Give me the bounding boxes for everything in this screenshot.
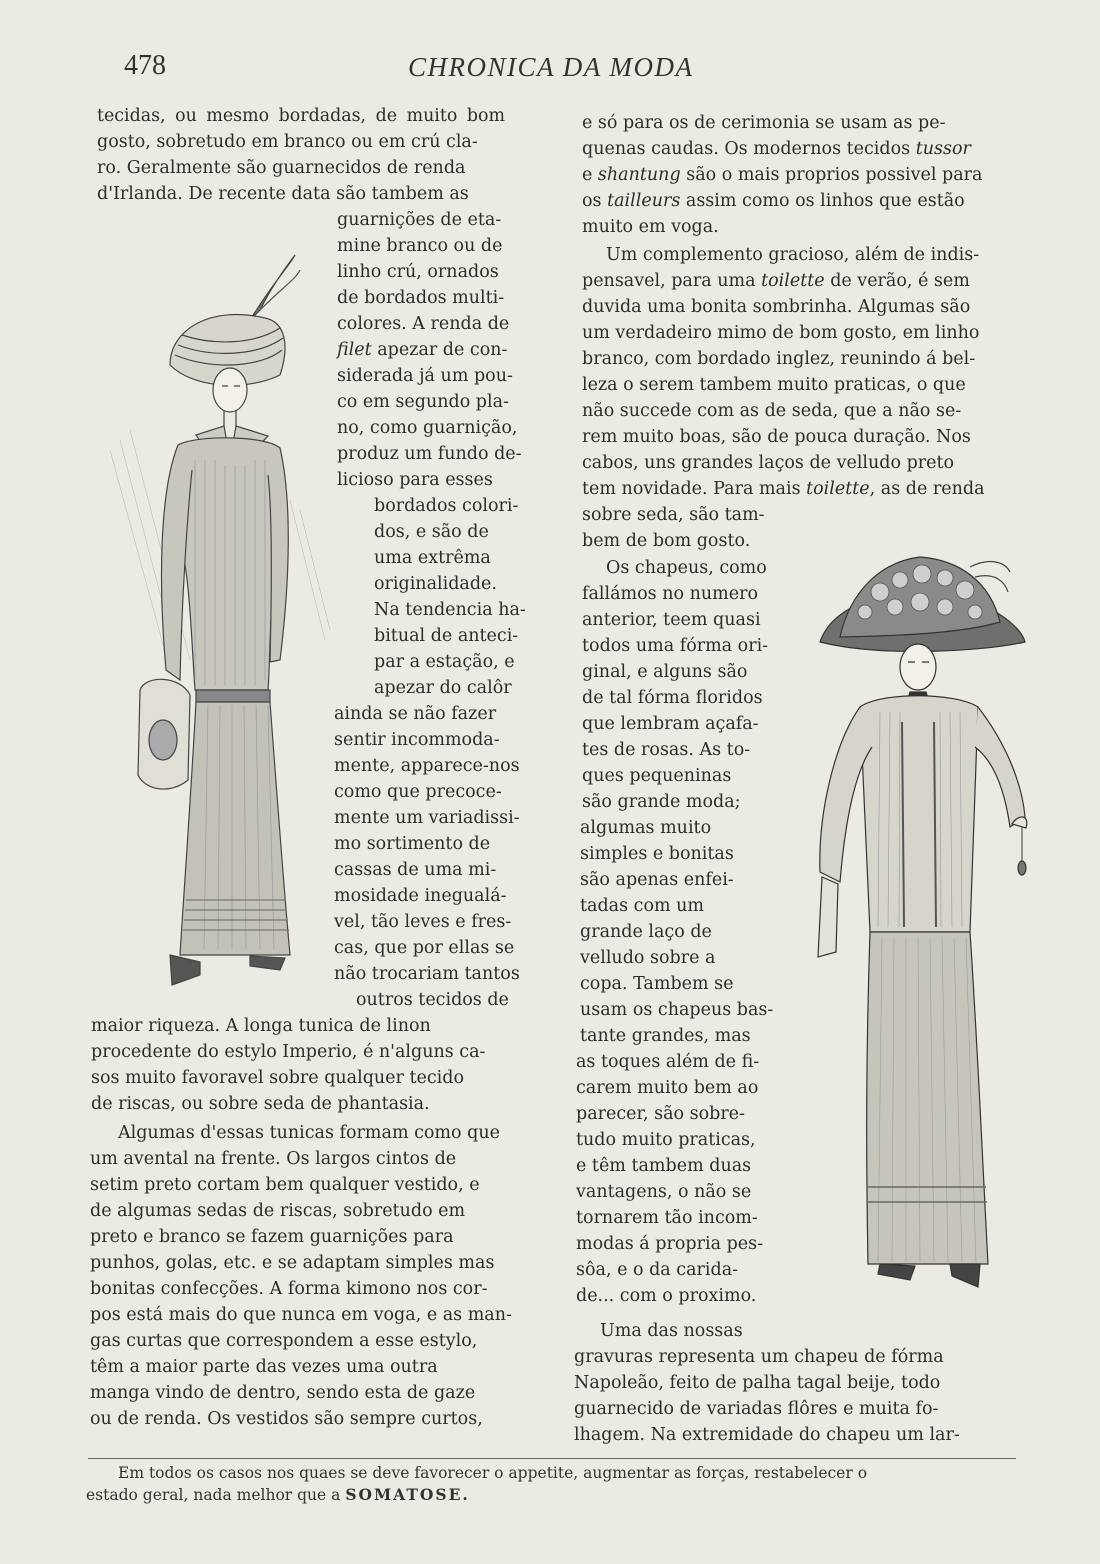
text-line: Algumas d'essas tunicas formam como que bbox=[118, 1123, 500, 1143]
text-line: usam os chapeus bas- bbox=[580, 1000, 774, 1020]
text-line: Napoleão, feito de palha tagal beije, todo bbox=[574, 1373, 941, 1393]
text-line: Uma das nossas bbox=[600, 1321, 743, 1341]
text-line: punhos, golas, etc. e se adaptam simples mas bbox=[90, 1253, 495, 1273]
text-line: fallámos no numero bbox=[582, 584, 758, 604]
text-line: muito em voga. bbox=[582, 217, 719, 237]
text-line: ginal, e alguns são bbox=[582, 662, 748, 682]
text-line: gas curtas que correspondem a esse estylo, bbox=[90, 1331, 478, 1351]
text-line: procedente do estylo Imperio, é n'alguns ca- bbox=[91, 1042, 486, 1062]
text-line: cassas de uma mi- bbox=[334, 860, 497, 880]
text-line: pensavel, para uma toilette de verão, é sem bbox=[582, 271, 970, 291]
text-line: mine branco ou de bbox=[337, 236, 503, 256]
text-line: lhagem. Na extremidade do chapeu um lar- bbox=[574, 1425, 960, 1445]
text-line: não succede com as de seda, que a não se- bbox=[582, 401, 962, 421]
running-title: CHRONICA DA MODA bbox=[408, 52, 694, 82]
text-line: no, como guarnição, bbox=[337, 418, 518, 438]
text-line: setim preto cortam bem qualquer vestido, e bbox=[90, 1175, 480, 1195]
fashion-plate-left-illustration bbox=[100, 250, 340, 995]
text-line: tem novidade. Para mais toilette, as de renda bbox=[582, 479, 985, 499]
text-line: de tal fórma floridos bbox=[582, 688, 763, 708]
text-line: originalidade. bbox=[374, 574, 497, 594]
text-line: gosto, sobretudo em branco ou em crú cla- bbox=[97, 132, 478, 152]
page-number: 478 bbox=[124, 50, 166, 81]
text-line: d'Irlanda. De recente data são tambem as bbox=[97, 184, 469, 204]
text-line: ou de renda. Os vestidos são sempre curtos, bbox=[90, 1409, 483, 1429]
text-line: quenas caudas. Os modernos tecidos tussor bbox=[582, 139, 971, 159]
text-line: todos uma fórma ori- bbox=[582, 636, 769, 656]
text-line: carem muito bem ao bbox=[576, 1078, 759, 1098]
text-line: guarnecido de variadas flôres e muita fo- bbox=[574, 1399, 939, 1419]
text-line: os tailleurs assim como os linhos que estão bbox=[582, 191, 965, 211]
text-line: as toques além de fi- bbox=[576, 1052, 760, 1072]
text-line: de... com o proximo. bbox=[576, 1286, 757, 1306]
text-line: sos muito favoravel sobre qualquer tecido bbox=[91, 1068, 464, 1088]
text-line: mente, apparece-nos bbox=[334, 756, 520, 776]
text-line: são grande moda; bbox=[582, 792, 741, 812]
footnote-text: estado geral, nada melhor que a bbox=[86, 1486, 346, 1504]
text-line: linho crú, ornados bbox=[337, 262, 499, 282]
text-line: maior riqueza. A longa tunica de linon bbox=[91, 1016, 431, 1036]
text-line: vantagens, o não se bbox=[576, 1182, 752, 1202]
text-line: pos está mais do que nunca em voga, e as man- bbox=[90, 1305, 512, 1325]
text-line: e têm tambem duas bbox=[576, 1156, 752, 1176]
text-line: tudo muito praticas, bbox=[576, 1130, 756, 1150]
text-line: têm a maior parte das vezes uma outra bbox=[90, 1357, 438, 1377]
text-line: Os chapeus, como bbox=[606, 558, 767, 578]
text-line: leza o serem tambem muito praticas, o que bbox=[582, 375, 966, 395]
text-line: e só para os de cerimonia se usam as pe- bbox=[582, 113, 946, 133]
somatose-brand: SOMATOSE. bbox=[345, 1485, 470, 1504]
footnote-line-1: Em todos os casos nos quaes se deve favorecer o appetite, augmentar as forças, restabelecer o bbox=[118, 1464, 868, 1482]
text-line: são apenas enfei- bbox=[580, 870, 734, 890]
text-line: mosidade inegualá- bbox=[334, 886, 507, 906]
text-line: bonitas confecções. A forma kimono nos cor- bbox=[90, 1279, 488, 1299]
text-line: branco, com bordado inglez, reunindo á bel- bbox=[582, 349, 976, 369]
text-line: copa. Tambem se bbox=[580, 974, 734, 994]
text-line: sobre seda, são tam- bbox=[582, 505, 765, 525]
text-line: produz um fundo de- bbox=[337, 444, 522, 464]
text-line: par a estação, e bbox=[374, 652, 515, 672]
text-line: tante grandes, mas bbox=[580, 1026, 751, 1046]
text-line: manga vindo de dentro, sendo esta de gaze bbox=[90, 1383, 476, 1403]
text-line: grande laço de bbox=[580, 922, 712, 942]
text-line: um avental na frente. Os largos cintos de bbox=[90, 1149, 457, 1169]
text-line: sentir incommoda- bbox=[334, 730, 500, 750]
text-line: como que precoce- bbox=[334, 782, 502, 802]
fashion-plate-right-illustration bbox=[800, 552, 1040, 1304]
text-line: cabos, uns grandes laços de velludo preto bbox=[582, 453, 955, 473]
text-line: filet apezar de con- bbox=[337, 340, 508, 360]
text-line: de bordados multi- bbox=[337, 288, 505, 308]
text-line: bem de bom gosto. bbox=[582, 531, 751, 551]
text-line: que lembram açafa- bbox=[582, 714, 759, 734]
text-line: de algumas sedas de riscas, sobretudo em bbox=[90, 1201, 466, 1221]
text-line: guarnições de eta- bbox=[337, 210, 502, 230]
text-line: apezar do calôr bbox=[374, 678, 512, 698]
text-line: siderada já um pou- bbox=[337, 366, 513, 386]
text-line: sôa, e o da carida- bbox=[576, 1260, 739, 1280]
footnote-line-2 bbox=[86, 1484, 470, 1506]
text-line: ques pequeninas bbox=[582, 766, 732, 786]
text-line: tecidas, ou mesmo bordadas, de muito bom bbox=[97, 106, 506, 126]
text-line: tes de rosas. As to- bbox=[582, 740, 751, 760]
text-line: e shantung são o mais proprios possivel para bbox=[582, 165, 983, 185]
footnote-divider bbox=[88, 1458, 1016, 1459]
text-line: licioso para esses bbox=[337, 470, 493, 490]
text-line: não trocariam tantos bbox=[334, 964, 520, 984]
text-line: outros tecidos de bbox=[356, 990, 509, 1010]
text-line: mente um variadissi- bbox=[334, 808, 520, 828]
text-line: rem muito boas, são de pouca duração. Nos bbox=[582, 427, 971, 447]
text-line: mo sortimento de bbox=[334, 834, 491, 854]
text-line: cas, que por ellas se bbox=[334, 938, 515, 958]
text-line: uma extrêma bbox=[374, 548, 491, 568]
text-line: bordados colori- bbox=[374, 496, 519, 516]
text-line: tornarem tão incom- bbox=[576, 1208, 758, 1228]
text-line: vel, tão leves e fres- bbox=[334, 912, 512, 932]
text-line: modas á propria pes- bbox=[576, 1234, 764, 1254]
text-line: anterior, teem quasi bbox=[582, 610, 761, 630]
text-line: bitual de anteci- bbox=[374, 626, 519, 646]
text-line: co em segundo pla- bbox=[337, 392, 509, 412]
text-line: parecer, são sobre- bbox=[576, 1104, 745, 1124]
text-line: ro. Geralmente são guarnecidos de renda bbox=[97, 158, 466, 178]
text-line: tadas com um bbox=[580, 896, 705, 916]
text-line: dos, e são de bbox=[374, 522, 489, 542]
text-line: preto e branco se fazem guarnições para bbox=[90, 1227, 454, 1247]
text-line: um verdadeiro mimo de bom gosto, em linho bbox=[582, 323, 980, 343]
text-line: duvida uma bonita sombrinha. Algumas são bbox=[582, 297, 971, 317]
text-line: gravuras representa um chapeu de fórma bbox=[574, 1347, 944, 1367]
text-line: colores. A renda de bbox=[337, 314, 510, 334]
text-line: ainda se não fazer bbox=[334, 704, 497, 724]
text-line: simples e bonitas bbox=[580, 844, 734, 864]
text-line: Um complemento gracioso, além de indis- bbox=[606, 245, 980, 265]
text-line: Na tendencia ha- bbox=[374, 600, 526, 620]
text-line: velludo sobre a bbox=[580, 948, 716, 968]
text-line: algumas muito bbox=[580, 818, 712, 838]
text-line: de riscas, ou sobre seda de phantasia. bbox=[91, 1094, 430, 1114]
